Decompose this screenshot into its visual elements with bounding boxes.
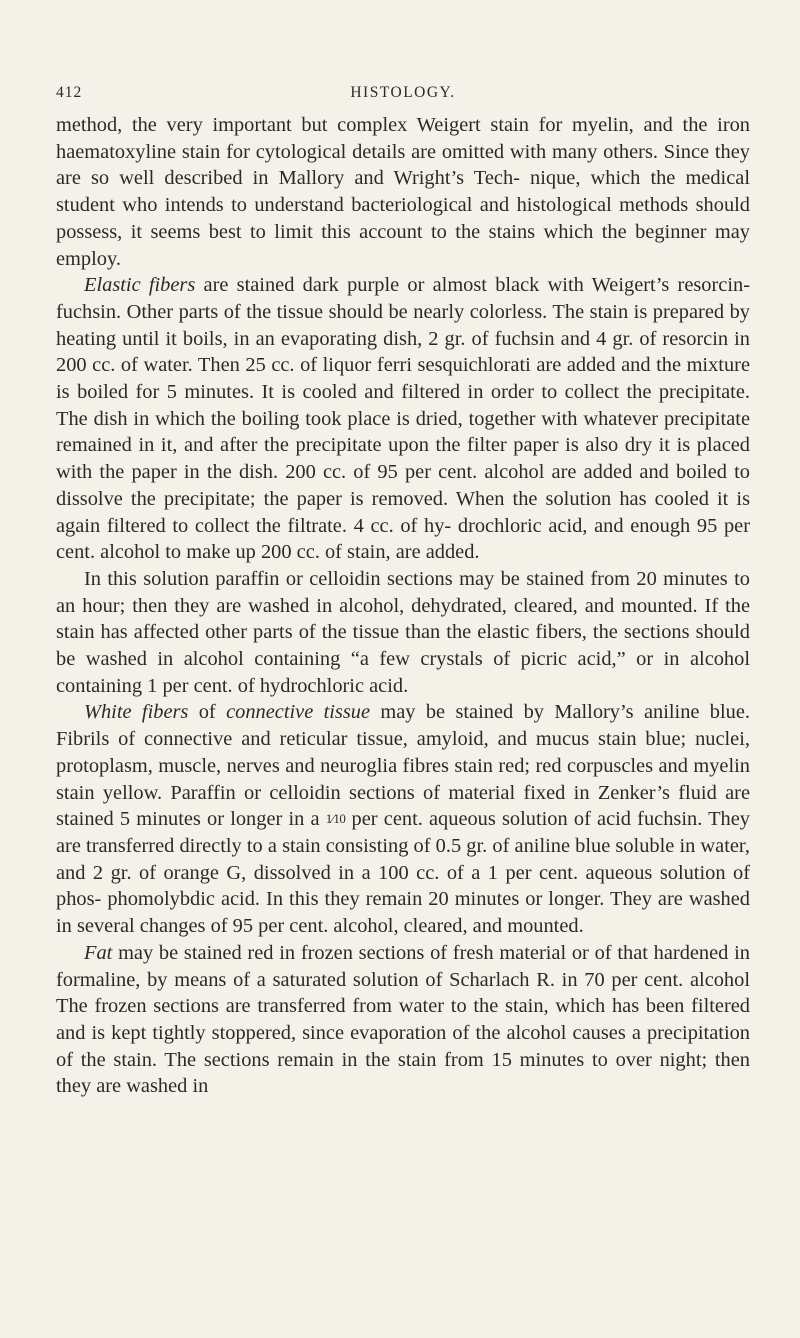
paragraph-lead-term-2: connective tissue	[226, 701, 371, 724]
body-text	[56, 112, 750, 1100]
paragraph-text-continued: per cent. aqueous solution of acid fuchsin. They are transferred directly to a stain consisting of 0.5 gr. of aniline blue soluble in water, and 2 gr. of orange G, dissolved in a 100 cc. of a 1 per cent. aqueous solution of phos- phomolybdic acid. In this they remain 20 minutes or longer. They are washed in several changes of 95 per cent. alcohol, cleared, and mounted.	[56, 808, 750, 938]
paragraph-lead-term: Elastic fibers	[84, 274, 196, 297]
paragraph-lead-term: White fibers	[84, 701, 189, 724]
paragraph-text: method, the very important but complex Weigert stain for myelin, and the iron haematoxyline stain for cytological details are omitted with many others. Since they are so well described in Mallory and Wright’s Tech- nique, which the medical student who intends to understand bacteriological and histological methods should possess, it seems best to limit this account to the stains which the beginner may employ.	[56, 114, 750, 270]
paragraph-text: In this solution paraffin or celloidin sections may be stained from 20 minutes to an hour; then they are washed in alcohol, dehydrated, cleared, and mounted. If the stain has affected other parts of the tissue than the elastic fibers, the sections should be washed in alcohol containing “a few crystals of picric acid,” or in alcohol containing 1 per cent. of hydrochloric acid.	[56, 567, 750, 697]
paragraph-text: are stained dark purple or almost black with Weigert’s resorcin-fuchsin. Other parts of the tissue should be nearly colorless. The stain is prepared by heating until it boils, in an evaporating dish, 2 gr. of fuchsin and 4 gr. of resorcin in 200 cc. of water. Then 25 cc. of liquor ferri sesquichlorati are added and the mixture is boiled for 5 minutes. It is cooled and filtered in order to collect the precipitate. The dish in which the boiling took place is dried, together with whatever precipitate remained in it, and after the precipitate upon the filter paper is also dry it is placed with the paper in the dish. 200 cc. of 95 per cent. alcohol are added and boiled to dissolve the precipitate; the paper is removed. When the solution has cooled it is again filtered to collect the filtrate. 4 cc. of hy- drochloric acid, and enough 95 per cent. alcohol to make up 200 cc. of stain, are added.	[56, 274, 750, 564]
page-number: 412	[56, 84, 83, 101]
paragraph-white-fibers	[56, 699, 750, 939]
paragraph-continued	[56, 112, 750, 272]
paragraph-lead-term: Fat	[84, 941, 113, 964]
page-header	[56, 84, 750, 110]
paragraph-text: may be stained by Mallory’s aniline blue. Fibrils of connective and reticular tissue, amyloid, and mucus stain blue; nuclei, protoplasm, muscle, nerves and neuroglia fibres stain red; red corpuscles and myelin stain yellow. Paraffin or celloidin sections of material fixed in Zenker’s fluid are stained 5 minutes or longer in a	[56, 701, 751, 831]
paragraph-lead-connector: of	[188, 701, 227, 724]
paragraph-elastic-fibers	[56, 272, 750, 566]
fraction: 1⁄10	[325, 811, 346, 827]
paragraph-staining-procedure	[56, 566, 750, 700]
running-title: HISTOLOGY.	[350, 84, 456, 101]
paragraph-fat	[56, 940, 750, 1100]
paragraph-text: may be stained red in frozen sections of fresh material or of that hardened in formaline, by means of a saturated solution of Scharlach R. in 70 per cent. alcohol The frozen sections are transferred from water to the stain, which has been filtered and is kept tightly stoppered, since evaporation of the alcohol causes a precipitation of the stain. The sections remain in the stain from 15 minutes to over night; then they are washed in	[56, 941, 750, 1098]
